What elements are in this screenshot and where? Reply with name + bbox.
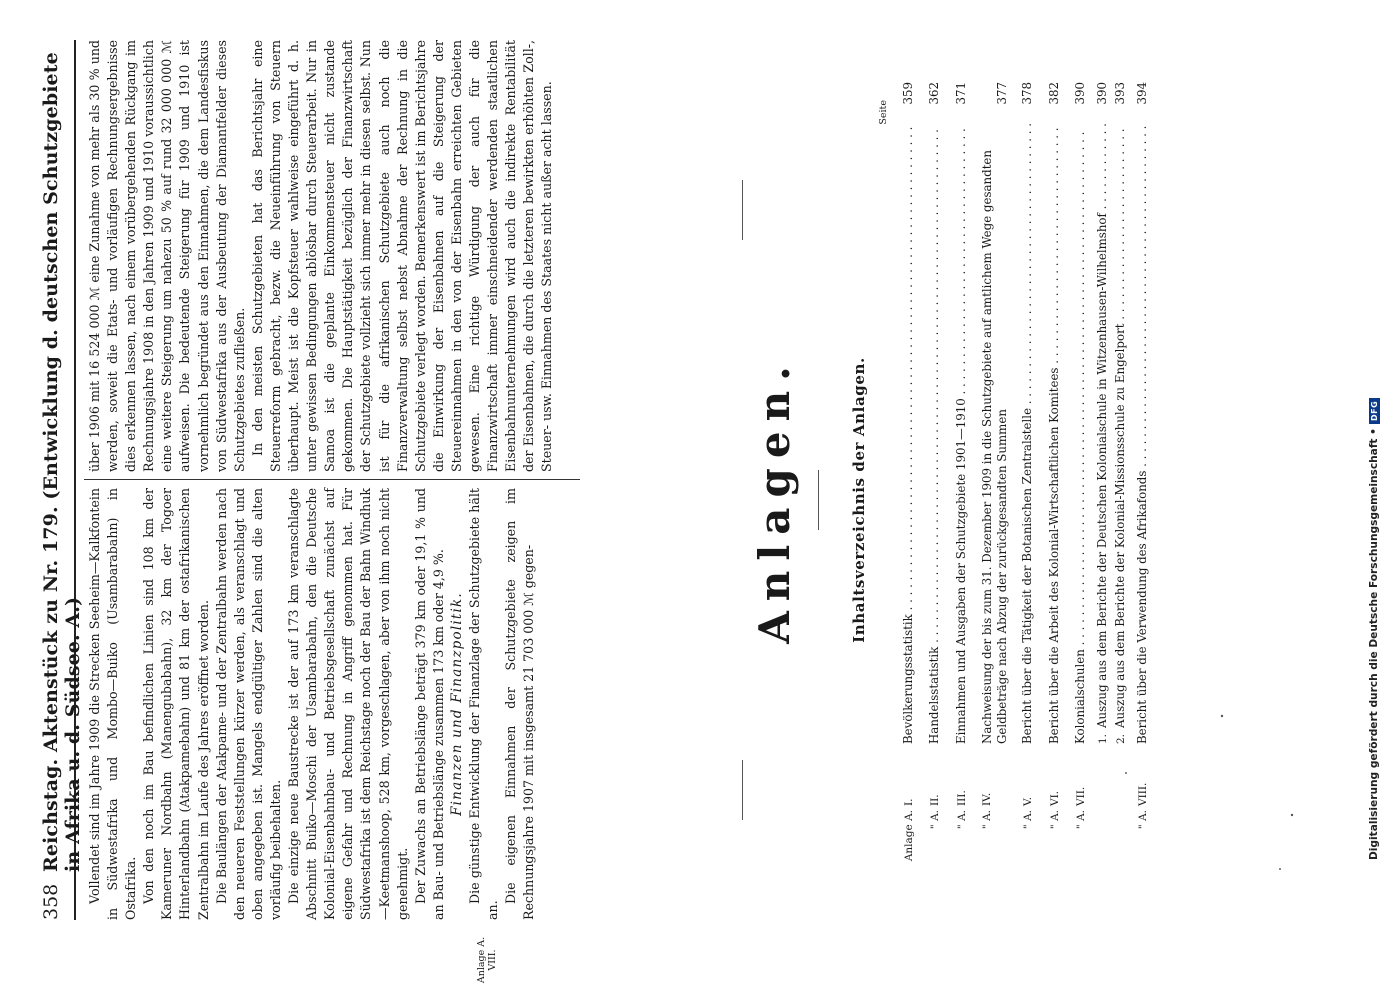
- annex-title: Anlagen.: [750, 356, 799, 644]
- toc-prefix: " A.: [1075, 810, 1088, 830]
- toc-number: III.: [955, 790, 968, 806]
- toc-page: 378: [1020, 82, 1035, 105]
- toc-prefix: " A.: [1048, 810, 1061, 830]
- toc-number: VI.: [1048, 790, 1061, 806]
- paragraph: Von den noch im Bau befindlichen Linien sind 108 km der Kameruner Nordbahn (Manengubabahn), 32 km der Togoer Hinterlandbahn (Atakpamebahn) und 81 km der ostafrikanischen Zentralbahn im Laufe des Jahres eröffnet worden.: [141, 488, 211, 920]
- toc-title: Inhaltsverzeichnis der Anlagen.: [850, 357, 868, 643]
- paragraph: Die einzige neue Baustrecke ist der auf 173 km veranschlagte Abschnitt Buiko—Moschi der Usambarabahn, den die Deutsche Kolonial-Eisenbahnbau- und Betriebsgesellschaft zunächst auf eigene Gefahr und Rechnung in Angriff genommen hat. Für Südwestafrika ist dem Reichstage noch der Bau der Bahn Windhuk—Keetmanshoop, 528 km, vorgeschlagen, aber von ihm noch nicht genehmigt.: [286, 488, 410, 920]
- toc-number: VII.: [1075, 786, 1088, 806]
- paragraph: Die eigenen Einnahmen der Schutzgebiete zeigen im Rechnungsjahre 1907 mit insgesamt 21 703 000 ℳ gegen-: [503, 488, 537, 920]
- toc-page: 359: [901, 82, 915, 105]
- toc-text: Handelsstatistik . . .: [922, 124, 947, 744]
- toc-page: 371: [953, 82, 968, 105]
- toc-number: V.: [1022, 796, 1035, 806]
- dfg-credit-text: Digitalisierung gefördert durch die Deutsche Forschungsgemeinschaft •: [1368, 428, 1380, 860]
- toc-text: Nachweisung der bis zum 31. Dezember 1909 in die Schutzgebiete auf amtlichem Wege gesandten Geldbeträge nach Abzug der zurückgesandten Summen: [980, 149, 1010, 744]
- margin-note: Anlage A. VIII.: [476, 936, 498, 984]
- toc-prefix: " A.: [1022, 810, 1035, 830]
- toc-page: 362: [927, 82, 942, 105]
- toc-page: 390: [1095, 82, 1110, 105]
- toc-prefix: " A.: [981, 810, 994, 830]
- toc-prefix: " A.: [929, 810, 942, 830]
- toc-page: 390: [1073, 82, 1088, 105]
- toc-text: Auszug aus dem Berichte der Kolonial-Missionsschule zu Engelport . . .: [1112, 124, 1129, 728]
- running-title: Reichstag. Aktenstück zu Nr. 179. (Entwicklung d. deutschen Schutzgebiete in Afrika u. d. Südsee. A.): [40, 52, 84, 872]
- toc-text: Einnahmen und Ausgaben der Schutzgebiete 1901—1910 . . .: [949, 124, 974, 744]
- paragraph: In den meisten Schutzgebieten hat das Berichtsjahr eine Steuerreform gebracht, bezw. die Neueinführung von Steuern überhaupt. Meist ist die Kopfsteuer wahlweise eingeführt d. h. unter gewissen Bedingungen ablösbar durch Steuerarbeit. Nur in Samoa ist die geplante Einkommensteuer nicht zustande gekommen. Die Hauptstätigkeit bezüglich der Finanzwirtschaft der Schutzgebiete vollzieht sich immer mehr in diesen selbst. Nun ist für die afrikanischen Schutzgebiete auch noch die Finanzverwaltung selbst nebst Abnahme der Rechnung in die Schutzgebiete verlegt worden. Bemerkenswert ist im Berichtsjahre die Einwirkung der Eisenbahnen auf die Steigerung der Steuereinnahmen in den von der Eisenbahn erreichten Gebieten gewesen. Eine richtige Würdigung der auch für die Finanzwirtschaft immer einschneidender werdenden staatlichen Eisenbahnunternehmungen wird auch die indirekte Rentabilität der Eisenbahnen, die durch die letzteren bewirkten erhöhten Zoll-, Steuer- usw. Einnahmen des Staates nicht außer acht lassen.: [249, 40, 555, 472]
- toc-number: I.: [903, 798, 915, 806]
- toc-text: Auszug aus dem Berichte der Deutschen Kolonialschule in Witzenhausen-Wilhelmshof . . .: [1094, 124, 1111, 728]
- toc-text: Bericht über die Tätigkeit der Botanischen Zentralstelle . . .: [1015, 124, 1040, 744]
- toc-page: 377: [995, 82, 1010, 105]
- toc-text: Kolonialschulen . . .: [1068, 124, 1093, 744]
- paragraph: über 1906 mit 16 524 000 ℳ eine Zunahme von mehr als 30 % und werden, soweit die Etats- und vorläufigen Rechnungsergebnisse dies erkennen lassen, nach einem vorübergehenden Rückgang im Rechnungsjahre 1908 in den Jahren 1909 und 1910 voraussichtlich eine weitere Steigerung um nahezu 50 % auf rund 32 000 000 ℳ aufweisen. Die bedeutende Steigerung für 1909 und 1910 ist vornehmlich begründet aus den Einnahmen, die dem Landesfiskus von Südwestafrika aus der Ausbeutung der Diamantfelder dieses Schutzgebietes zufließen.: [87, 40, 247, 472]
- paragraph: Die Baulängen der Atakpame- und der Zentralbahn werden nach den neueren Feststellungen kürzer werden, als veranschlagt und oben angegeben ist. Mangels endgültiger Zahlen sind die alten vorläufig beibehalten.: [213, 488, 283, 920]
- toc-prefix: " A.: [955, 810, 968, 830]
- seite-label: Seite: [878, 100, 889, 125]
- toc-page: 394: [1135, 82, 1150, 105]
- page-number: 358: [40, 883, 62, 920]
- section-heading: Finanzen und Finanzpolitik.: [448, 592, 465, 816]
- dfg-logo: DFG: [1369, 398, 1380, 424]
- toc-prefix: Anlage A.: [903, 810, 915, 862]
- toc-number: VIII.: [1137, 782, 1150, 806]
- paragraph: Vollendet sind im Jahre 1909 die Strecken Seeheim—Kalkfontein in Südwestafrika und Mombo—Buiko (Usambarabahn) in Ostafrika.: [87, 488, 139, 920]
- toc-page: 382: [1046, 82, 1061, 105]
- paragraph: Die günstige Entwicklung der Finanzlage der Schutzgebiete hält an.: [466, 488, 501, 920]
- paragraph: Der Zuwachs an Betriebslänge beträgt 379 km oder 19,1 % und an Bau- und Betriebslänge zusammen 173 km oder 4,9 %.: [412, 488, 446, 920]
- toc-page: 393: [1113, 82, 1128, 105]
- toc-text: Bericht über die Arbeit des Kolonial-Wirtschaftlichen Komitees . . .: [1042, 124, 1067, 744]
- toc-prefix: " A.: [1137, 810, 1150, 830]
- toc-text: Bevölkerungsstatistik . . .: [896, 124, 921, 744]
- toc-number: II.: [929, 794, 942, 806]
- toc-subindex: 1.: [1097, 733, 1110, 744]
- toc-subindex: 2.: [1115, 733, 1128, 744]
- toc-number: IV.: [981, 792, 994, 806]
- toc-text: Bericht über die Verwendung des Afrikafonds . . .: [1130, 124, 1155, 744]
